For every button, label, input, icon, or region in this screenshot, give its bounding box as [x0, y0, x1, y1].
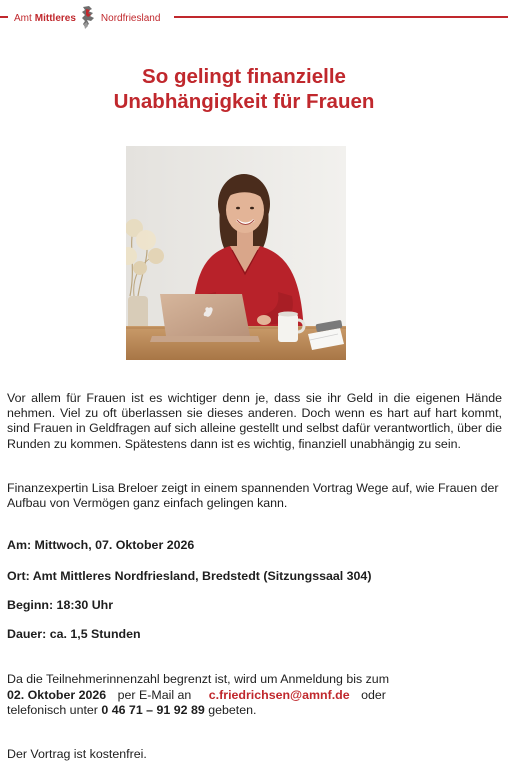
title-line-2: Unabhängigkeit für Frauen [113, 90, 375, 113]
registration-phone-prefix: telefonisch unter [7, 703, 98, 717]
registration-line-3 [7, 703, 427, 719]
registration-or: oder [361, 687, 386, 702]
logo-word-amt: Amt [14, 12, 32, 24]
map-silhouette-icon [80, 5, 96, 31]
logo-word-mittleres: Mittleres [34, 12, 76, 24]
page-title [0, 64, 488, 114]
title-line-1: So gelingt finanzielle [142, 65, 346, 88]
photo-illustration [126, 146, 346, 360]
registration-deadline: 02. Oktober 2026 [7, 687, 107, 702]
logo-word-nordfriesland: Nordfriesland [100, 12, 161, 24]
free-admission-note: Der Vortrag ist kostenfrei. [7, 747, 147, 761]
event-duration: Dauer: ca. 1,5 Stunden [7, 627, 141, 641]
registration-by-email: per E-Mail an [117, 687, 192, 702]
registration-line-1: Da die Teilnehmerinnenzahl begrenzt ist, wird um Anmeldung bis zum [7, 672, 390, 686]
event-date: Am: Mittwoch, 07. Oktober 2026 [7, 538, 195, 552]
speaker-paragraph: Finanzexpertin Lisa Breloer zeigt in einem spannenden Vortrag Wege auf, wie Frauen der Aufbau von Vermögen ganz einfach gelingen kann. [7, 481, 499, 511]
event-location: Ort: Amt Mittleres Nordfriesland, Bredstedt (Sitzungssaal 304) [7, 569, 372, 583]
registration-line-2 [7, 688, 427, 704]
contact-phone: 0 46 71 – 91 92 89 [101, 703, 205, 717]
contact-email-link[interactable]: c.friedrichsen@amnf.de [208, 687, 350, 702]
header-rule-left [0, 16, 8, 18]
header-rule-right [174, 16, 508, 18]
page-header [0, 0, 508, 36]
organization-logo [14, 4, 160, 32]
registration-info [7, 672, 427, 719]
event-start-time: Beginn: 18:30 Uhr [7, 598, 114, 612]
registration-phone-suffix: gebeten. [208, 703, 257, 717]
woman-with-laptop-photo [126, 146, 346, 360]
intro-paragraph: Vor allem für Frauen ist es wichtiger denn je, dass sie ihr Geld in die eigenen Hände nehmen. Viel zu oft überlassen sie dieses anderen. Doch wenn es hart auf hart kommt, sind Frauen in Geldfragen auf sich alleine gestellt und selbst dafür verantwortlich, über die Runden zu kommen. Spätestens dann ist es wichtig, finanziell unabhängig zu sein. [7, 391, 502, 451]
